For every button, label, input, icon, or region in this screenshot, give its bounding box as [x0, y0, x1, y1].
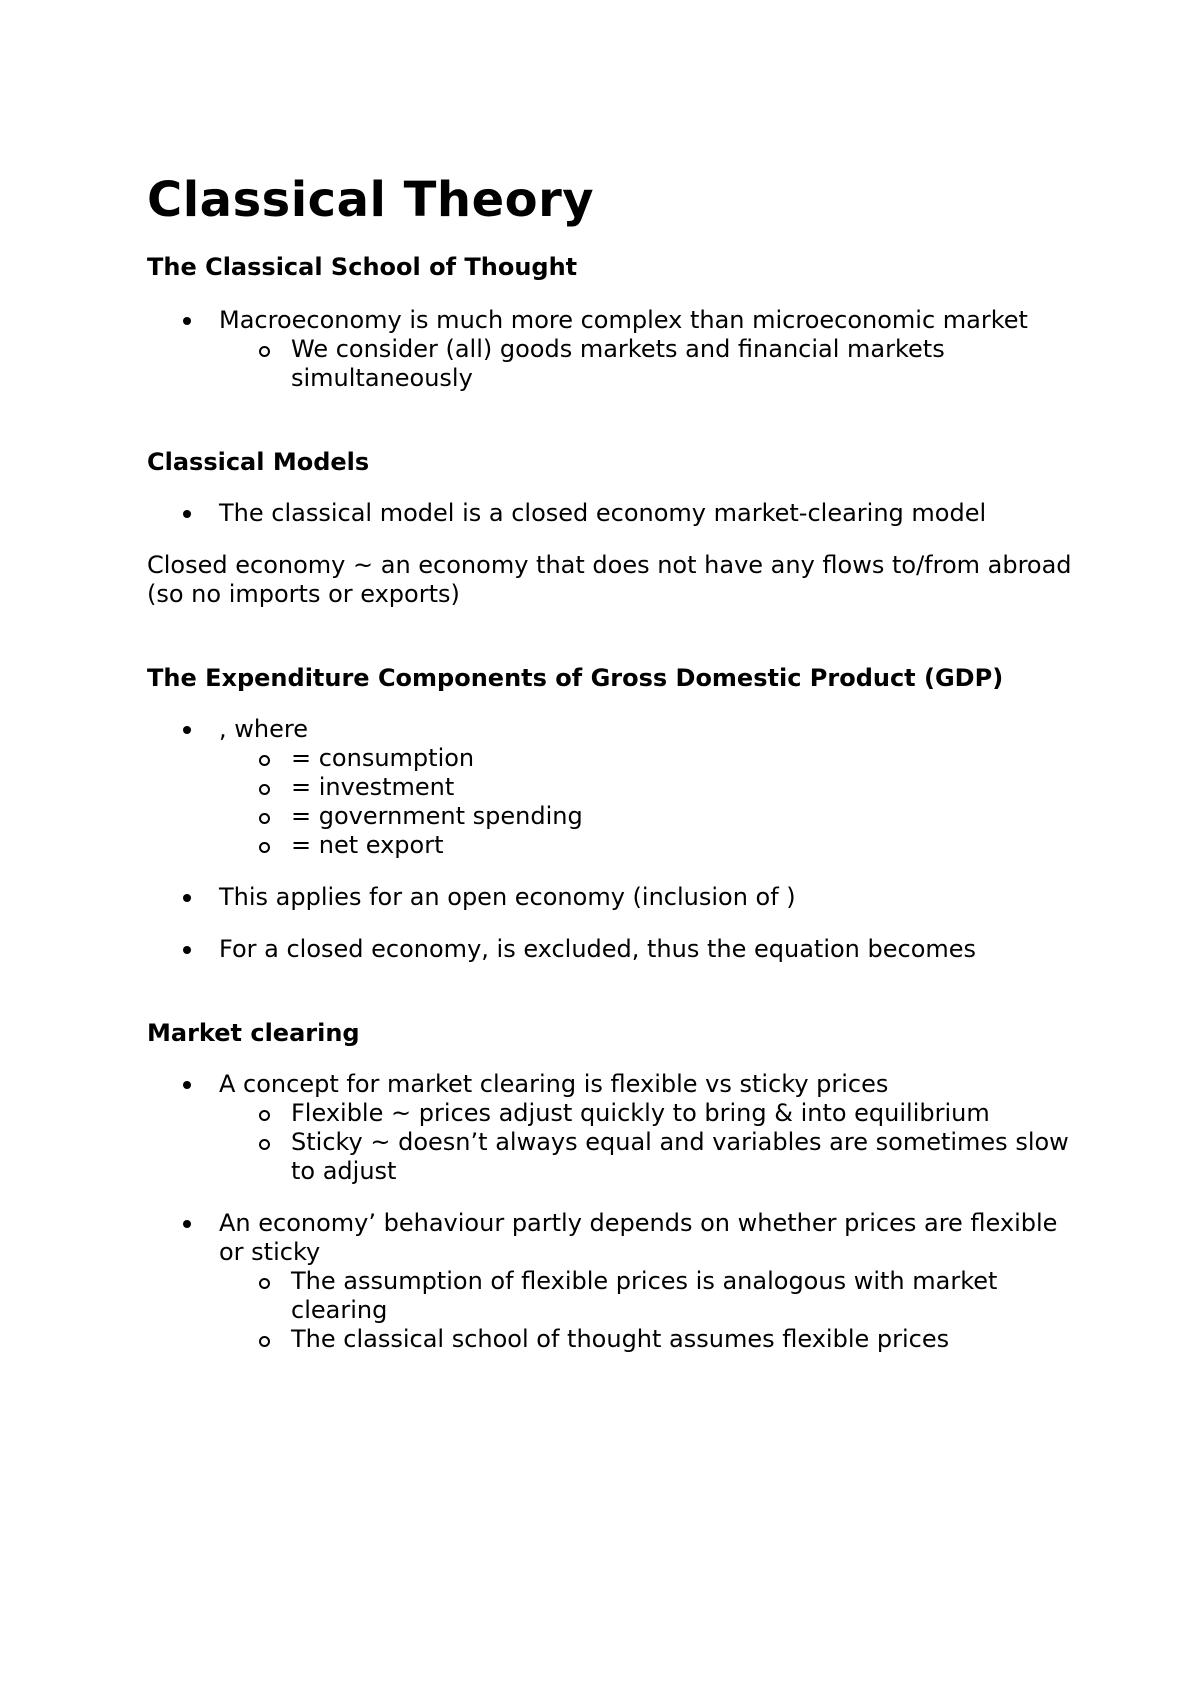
sub-list-item	[219, 335, 1087, 393]
list-item	[147, 499, 1087, 528]
list-item-text: An economy’ behaviour partly depends on whether prices are flexible or sticky	[219, 1209, 1058, 1266]
bullet-circle-icon	[259, 813, 270, 824]
list-item	[147, 935, 1087, 964]
bullet-list	[147, 1070, 1087, 1186]
bullet-circle-icon	[259, 1110, 270, 1121]
sub-list-item-text: = government spending	[291, 802, 583, 830]
sub-bullet-list	[219, 1267, 1087, 1354]
sub-list-item	[219, 831, 1087, 860]
section-heading-gdp-components: The Expenditure Components of Gross Domestic Product (GDP)	[147, 664, 1004, 692]
bullet-circle-icon	[259, 1336, 270, 1347]
sub-list-item	[219, 744, 1087, 773]
section-heading-classical-school: The Classical School of Thought	[147, 253, 578, 281]
list-item	[147, 1209, 1087, 1354]
bullet-dot-icon	[183, 894, 191, 902]
bullet-list	[147, 715, 1087, 860]
list-item-text: For a closed economy, is excluded, thus the equation becomes	[219, 935, 977, 963]
sub-list-item	[219, 802, 1087, 831]
sub-list-item	[219, 1267, 1087, 1325]
sub-list-item-text: = investment	[291, 773, 455, 801]
list-item	[147, 715, 1087, 860]
sub-list-item	[219, 1099, 1087, 1128]
sub-list-item	[219, 1128, 1087, 1186]
sub-bullet-list	[219, 1099, 1087, 1186]
bullet-circle-icon	[259, 784, 270, 795]
list-item-text: A concept for market clearing is flexible vs sticky prices	[219, 1070, 889, 1098]
sub-list-item-text: We consider (all) goods markets and financial markets simultaneously	[291, 335, 945, 392]
sub-list-item-text: The classical school of thought assumes flexible prices	[291, 1325, 950, 1353]
bullet-circle-icon	[259, 842, 270, 853]
bullet-list	[147, 306, 1087, 393]
bullet-list	[147, 883, 1087, 912]
list-item-text: This applies for an open economy (inclusion of )	[219, 883, 796, 911]
bullet-dot-icon	[183, 1081, 191, 1089]
bullet-dot-icon	[183, 1220, 191, 1228]
bullet-list	[147, 1209, 1087, 1354]
bullet-dot-icon	[183, 317, 191, 325]
bullet-circle-icon	[259, 1139, 270, 1150]
bullet-list	[147, 499, 1087, 528]
document-title: Classical Theory	[147, 172, 595, 228]
sub-bullet-list	[219, 744, 1087, 860]
sub-list-item-text: = net export	[291, 831, 444, 859]
bullet-dot-icon	[183, 726, 191, 734]
bullet-circle-icon	[259, 346, 270, 357]
list-item-text: Macroeconomy is much more complex than microeconomic market	[219, 306, 1028, 334]
list-item	[147, 883, 1087, 912]
bullet-dot-icon	[183, 510, 191, 518]
list-item-text: The classical model is a closed economy market-clearing model	[219, 499, 987, 527]
sub-list-item-text: = consumption	[291, 744, 475, 772]
document-page	[147, 172, 1087, 1354]
list-item-text: , where	[219, 715, 308, 743]
definition-paragraph: Closed economy ~ an economy that does not have any flows to/from abroad (so no imports or exports)	[147, 551, 1072, 608]
bullet-list	[147, 935, 1087, 964]
sub-list-item	[219, 1325, 1087, 1354]
list-item	[147, 1070, 1087, 1186]
sub-list-item-text: The assumption of flexible prices is analogous with market clearing	[291, 1267, 998, 1324]
bullet-circle-icon	[259, 755, 270, 766]
section-heading-market-clearing: Market clearing	[147, 1019, 360, 1047]
sub-list-item	[219, 773, 1087, 802]
bullet-circle-icon	[259, 1278, 270, 1289]
bullet-dot-icon	[183, 946, 191, 954]
sub-list-item-text: Flexible ~ prices adjust quickly to bring & into equilibrium	[291, 1099, 990, 1127]
sub-list-item-text: Sticky ~ doesn’t always equal and variables are sometimes slow to adjust	[291, 1128, 1069, 1185]
sub-bullet-list	[219, 335, 1087, 393]
list-item	[147, 306, 1087, 393]
section-heading-classical-models: Classical Models	[147, 448, 370, 476]
